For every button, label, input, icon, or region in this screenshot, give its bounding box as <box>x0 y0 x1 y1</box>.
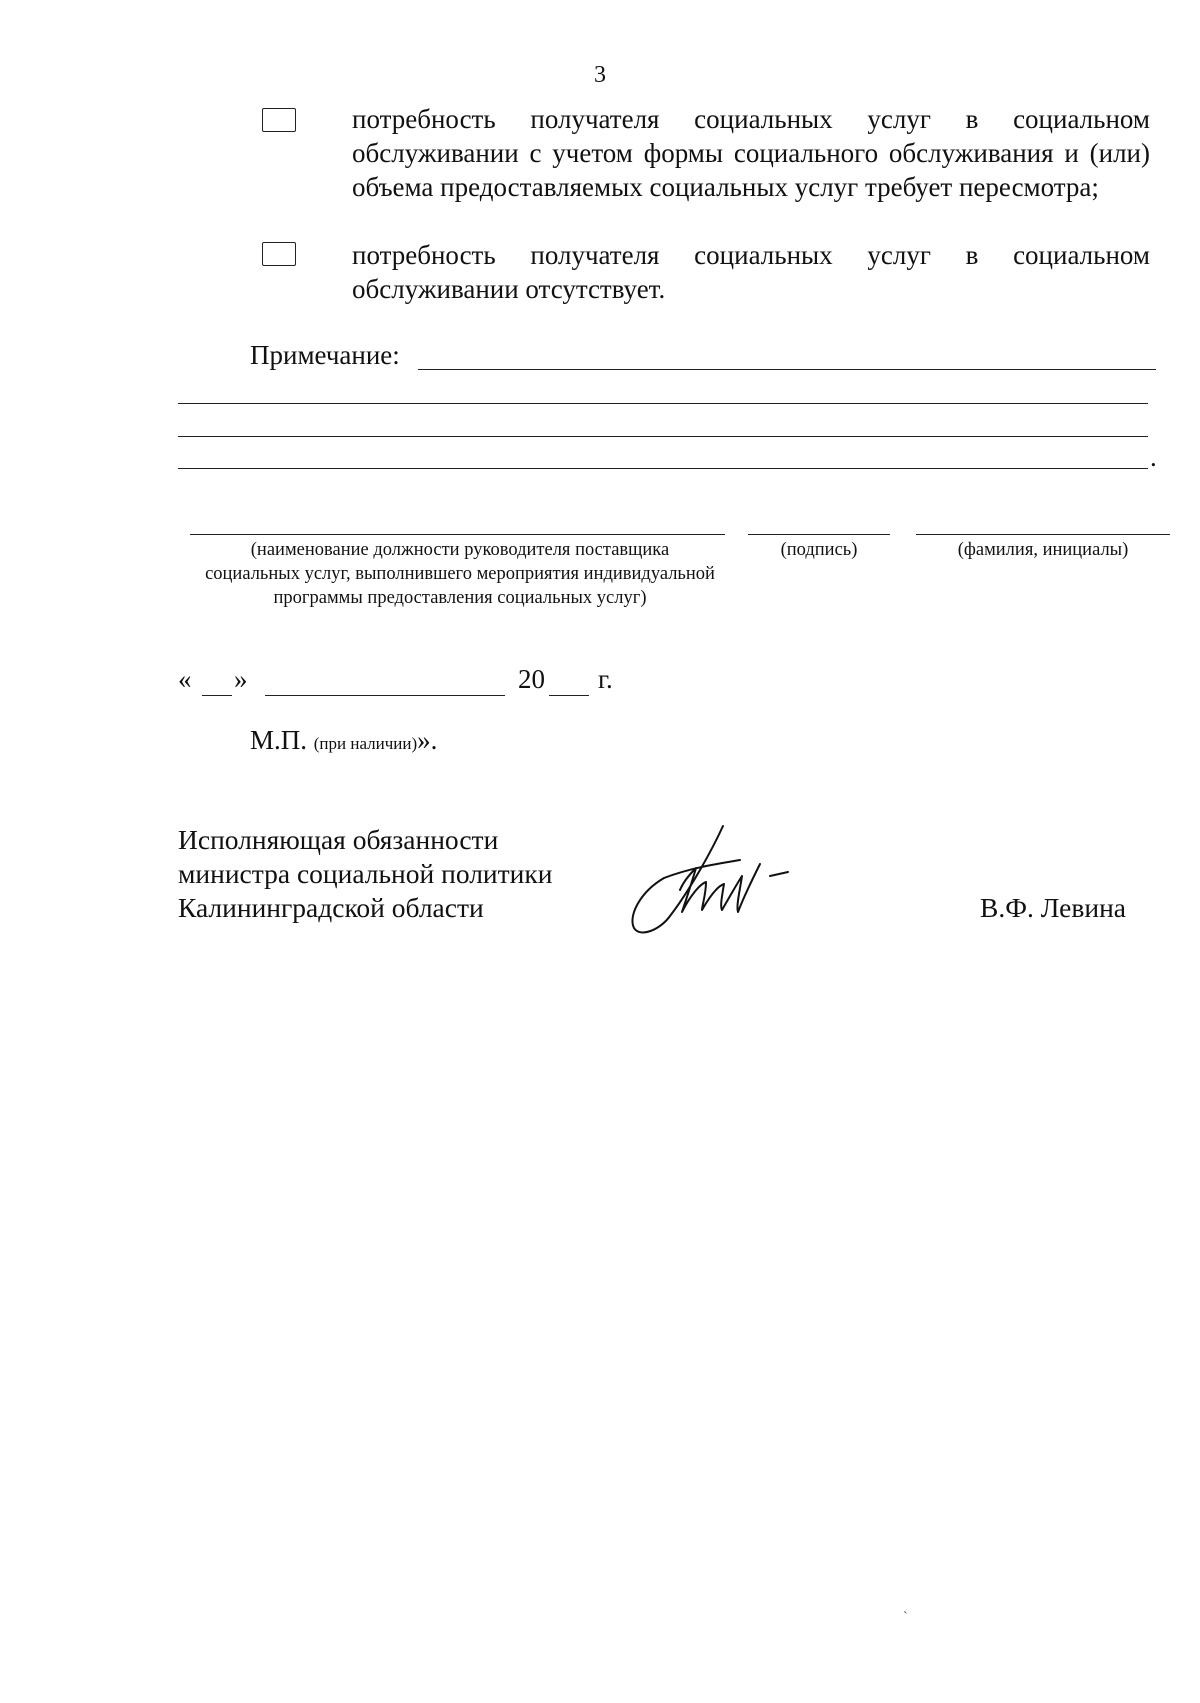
note-end-mark: . <box>1150 442 1157 472</box>
option-no-need-text: потребность получателя социальных услуг в социальном обслуживании отсутствует. <box>352 240 1150 304</box>
note-line-1[interactable] <box>418 369 1156 370</box>
signatory-block <box>178 823 552 925</box>
signature-caption: (подпись) <box>780 540 858 560</box>
signatory-position-line1: Исполняющая обязанности <box>178 824 499 855</box>
page-number: 3 <box>594 62 606 88</box>
signatory-position-line2: министра социальной политики <box>178 858 553 889</box>
stamp-main: М.П. <box>250 725 308 755</box>
signatory-name: В.Ф. Левина <box>980 892 1126 923</box>
note-line-4[interactable] <box>178 468 1148 469</box>
stamp-end: ». <box>417 725 438 755</box>
date-close-quote: » <box>234 664 248 694</box>
footer-mark: ` <box>903 1610 908 1625</box>
stamp-note: (при наличии) <box>313 734 418 753</box>
date-year-line[interactable] <box>549 695 589 696</box>
signature-line[interactable] <box>748 534 890 535</box>
checkbox-no-need[interactable] <box>262 242 296 266</box>
date-year-suffix: г. <box>598 664 613 694</box>
checkbox-revision-required[interactable] <box>262 108 296 132</box>
date-open-quote: « <box>178 664 192 694</box>
note-line-3[interactable] <box>178 436 1148 437</box>
name-line[interactable] <box>916 534 1170 535</box>
handwritten-signature <box>620 820 820 940</box>
stamp-line <box>250 725 437 756</box>
name-caption: (фамилия, инициалы) <box>957 540 1129 560</box>
date-month-line[interactable] <box>265 695 505 696</box>
option-revision-required-text: потребность получателя социальных услуг в социальном обслуживании с учетом формы социального обслуживания и (или) объема предоставляемых социальных услуг требует пересмотра; <box>352 104 1150 202</box>
note-label: Примечание: <box>250 340 400 370</box>
date-day-line[interactable] <box>202 695 232 696</box>
position-caption: (наименование должности руководителя поставщика социальных услуг, выполнившего мероприятия индивидуальной программы предоставления социальных услуг) <box>205 540 715 608</box>
note-line-2[interactable] <box>178 403 1148 404</box>
signatory-position-line3: Калининградской области <box>178 892 484 923</box>
position-line[interactable] <box>190 534 725 535</box>
date-year-prefix: 20 <box>518 664 545 694</box>
